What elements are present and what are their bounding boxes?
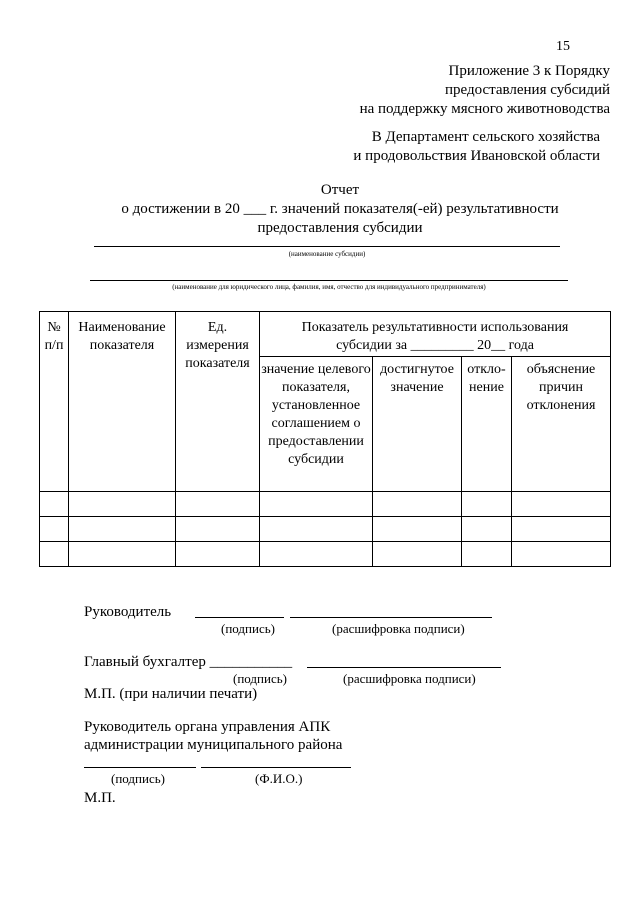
subheader-explanation: объяснение причин отклонения [512,357,611,492]
table-cell[interactable] [69,517,176,542]
accountant-decode-caption: (расшифровка подписи) [343,671,476,686]
table-cell[interactable] [260,517,373,542]
report-title-line-2: о достижении в 20 ___ г. значений показателя(-ей) результативности [121,201,559,217]
table-cell[interactable] [176,517,260,542]
table-cell[interactable] [373,492,462,517]
stamp-optional-label: М.П. (при наличии печати) [84,686,258,702]
page-number: 15 [556,39,570,54]
addressee-block [200,128,600,166]
report-title-line-1: Отчет [320,182,360,198]
stamp-label: М.П. [84,790,116,806]
head-signature-line[interactable] [195,617,284,618]
addressee-line-1: В Департамент сельского хозяйства [371,129,600,145]
apk-signature-caption: (подпись) [111,771,165,786]
apk-fio-line[interactable] [201,767,351,768]
table-cell[interactable] [462,492,512,517]
subsidy-name-caption: (наименование субсидии) [288,250,366,258]
table-cell[interactable] [260,542,373,567]
appendix-line-2: предоставления субсидий [444,82,610,98]
table-cell[interactable] [512,492,611,517]
appendix-line-1: Приложение 3 к Порядку [448,63,610,79]
table-cell[interactable] [512,542,611,567]
table-cell[interactable] [462,542,512,567]
subheader-target-value: значение целевого показателя, установленное соглашением о предоставлении субсидии [260,357,373,492]
table-row [40,542,611,567]
apk-fio-caption: (Ф.И.О.) [255,771,303,786]
table-row [40,492,611,517]
head-decode-caption: (расшифровка подписи) [332,621,465,636]
table-cell[interactable] [69,542,176,567]
table-cell[interactable] [176,542,260,567]
table-cell[interactable] [40,517,69,542]
table-cell[interactable] [373,517,462,542]
subheader-deviation: откло-нение [462,357,512,492]
accountant-decode-line[interactable] [307,667,501,668]
table-cell[interactable] [40,542,69,567]
accountant-label: Главный бухгалтер ___________ [84,654,293,670]
col-header-number: № п/п [40,312,69,492]
apk-head-label-1: Руководитель органа управления АПК [84,719,331,735]
apk-signature-line[interactable] [84,767,196,768]
table-row [40,517,611,542]
appendix-line-3: на поддержку мясного животноводства [359,101,610,117]
table-cell[interactable] [69,492,176,517]
report-title-line-3: предоставления субсидии [257,220,423,236]
report-title [40,181,640,238]
table-cell[interactable] [260,492,373,517]
col-header-unit: Ед. измерения показателя [176,312,260,492]
recipient-name-line [90,280,568,281]
report-table [39,311,611,567]
table-cell[interactable] [512,517,611,542]
table-cell[interactable] [462,517,512,542]
appendix-block [210,62,610,119]
col-header-indicator-group: Показатель результативности использования субсидии за _________ 20__ года [260,312,611,357]
subheader-achieved-value: достигнутое значение [373,357,462,492]
col-header-name: Наименование показателя [69,312,176,492]
table-cell[interactable] [373,542,462,567]
apk-head-label-2: администрации муниципального района [84,737,343,753]
head-signature-caption: (подпись) [221,621,275,636]
addressee-line-2: и продовольствия Ивановской области [353,148,600,164]
subsidy-name-line [94,246,560,247]
recipient-name-caption: (наименование для юридического лица, фамилия, имя, отчество для индивидуального предпринимателя) [172,283,486,291]
head-label: Руководитель [84,604,172,620]
table-cell[interactable] [40,492,69,517]
table-cell[interactable] [176,492,260,517]
head-decode-line[interactable] [290,617,492,618]
accountant-signature-caption: (подпись) [233,671,287,686]
